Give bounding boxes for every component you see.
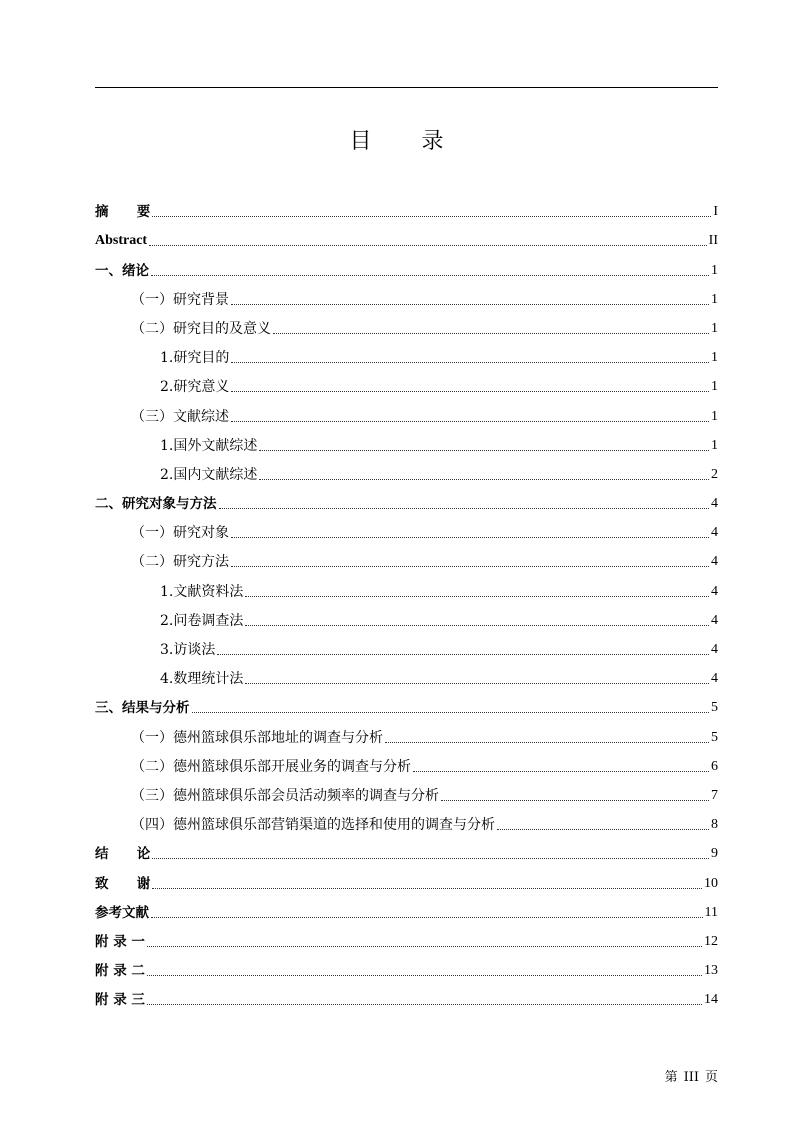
toc-dot-leader [219,508,710,509]
header-rule [95,87,718,88]
toc-dot-leader [413,771,709,772]
toc-entry-page: 4 [711,554,718,570]
footer-suffix: 页 [704,1070,718,1085]
toc-dot-leader [245,625,709,626]
toc-entry[interactable] [95,780,718,809]
toc-entry-label: 一、绪论 [95,262,149,279]
toc-entry[interactable] [95,254,718,283]
toc-entry[interactable] [95,517,718,546]
toc-dot-leader [147,946,702,947]
toc-entry[interactable] [95,751,718,780]
toc-entry-label: （四）德州篮球俱乐部营销渠道的选择和使用的调查与分析 [131,817,495,834]
toc-entry[interactable] [95,459,718,488]
footer-page-number: III [683,1070,699,1085]
toc-entry[interactable] [95,634,718,663]
toc-entry-label: 致 谢 [95,875,151,892]
toc-entry-label: 1.文献资料法 [160,583,244,600]
toc-entry[interactable] [95,867,718,896]
toc-entry-page: 4 [711,525,718,541]
toc-entry[interactable] [95,809,718,838]
toc-entry-label: （三）德州篮球俱乐部会员活动频率的调查与分析 [131,787,439,804]
toc-entry[interactable] [95,546,718,575]
toc-entry-label: 摘 要 [95,204,151,221]
toc-entry-page: 5 [711,729,718,745]
toc-entry[interactable] [95,605,718,634]
toc-dot-leader [245,596,709,597]
toc-entry-page: 4 [711,671,718,687]
toc-entry-page: 8 [711,817,718,833]
toc-entry-page: 4 [711,583,718,599]
toc-dot-leader [151,275,709,276]
toc-entry-page: 10 [704,875,718,891]
toc-dot-leader [245,683,709,684]
toc-dot-leader [231,362,709,363]
toc-entry-page: 1 [711,437,718,453]
footer-prefix: 第 [664,1070,678,1085]
toc-entry-label: （一）研究背景 [131,291,229,308]
toc-dot-leader [259,479,709,480]
toc-entry[interactable] [95,196,718,225]
toc-entry-label: 1.研究目的 [160,350,230,367]
toc-entry-page: 1 [711,379,718,395]
toc-entry-page: 9 [711,846,718,862]
toc-entry-page: 13 [704,963,718,979]
toc-entry-label: 4.数理统计法 [160,671,244,688]
toc-entry-label: （二）研究方法 [131,554,229,571]
toc-entry[interactable] [95,955,718,984]
toc-entry-label: Abstract [95,233,148,249]
page-footer [665,1066,718,1085]
title-char-1: 目 [349,129,372,154]
toc-entry-label: （二）研究目的及意义 [131,320,271,337]
toc-entry-label: 1.国外文献综述 [160,437,258,454]
toc-entry-page: I [713,204,718,220]
toc-dot-leader [385,742,709,743]
toc-entry-page: 4 [711,612,718,628]
toc-entry[interactable] [95,984,718,1013]
toc-entry-label: 3.访谈法 [160,642,216,658]
toc-dot-leader [231,537,709,538]
toc-entry-page: 1 [711,291,718,307]
toc-dot-leader [231,304,709,305]
toc-entry-page: 1 [711,350,718,366]
toc-entry[interactable] [95,430,718,459]
toc-entry-label: 2.问卷调查法 [160,612,244,629]
toc-dot-leader [149,245,707,246]
toc-entry[interactable] [95,488,718,517]
toc-dot-leader [217,654,709,655]
toc-dot-leader [273,333,709,334]
toc-entry-page: 4 [711,496,718,512]
toc-entry[interactable] [95,692,718,721]
toc-entry[interactable] [95,897,718,926]
toc-entry-label: 三、结果与分析 [95,700,190,717]
toc-dot-leader [147,975,702,976]
toc-entry-page: 11 [704,904,718,920]
page-title [0,124,793,155]
toc-entry-label: 附 录 三 [95,992,145,1009]
toc-entry[interactable] [95,663,718,692]
toc-dot-leader [152,216,711,217]
toc-entry[interactable] [95,284,718,313]
table-of-contents [95,196,718,1013]
toc-dot-leader [152,858,709,859]
toc-entry-label: （三）文献综述 [131,408,229,425]
toc-entry-page: 5 [711,700,718,716]
toc-entry[interactable] [95,838,718,867]
toc-entry-label: 2.国内文献综述 [160,466,258,483]
toc-entry-page: 1 [711,320,718,336]
toc-dot-leader [152,888,702,889]
toc-entry[interactable] [95,313,718,342]
toc-entry-page: 14 [704,992,718,1008]
toc-entry-label: 结 论 [95,846,151,863]
toc-entry[interactable] [95,342,718,371]
toc-dot-leader [147,1004,702,1005]
toc-dot-leader [231,391,709,392]
toc-entry[interactable] [95,225,718,254]
toc-entry-label: 参考文献 [95,904,149,921]
toc-entry-label: （一）研究对象 [131,525,229,542]
toc-entry[interactable] [95,926,718,955]
toc-entry-page: 1 [711,408,718,424]
title-char-2: 录 [421,129,444,154]
toc-entry-page: 1 [711,262,718,278]
toc-entry[interactable] [95,371,718,400]
toc-dot-leader [441,800,709,801]
toc-entry[interactable] [95,400,718,429]
toc-entry-label: 2.研究意义 [160,379,230,396]
toc-entry-label: （一）德州篮球俱乐部地址的调查与分析 [131,729,383,746]
toc-entry-page: 12 [704,933,718,949]
toc-entry-page: 4 [711,642,718,657]
toc-dot-leader [497,829,709,830]
toc-dot-leader [151,917,703,918]
toc-entry-label: 附 录 二 [95,963,145,980]
toc-entry-page: II [708,233,718,249]
toc-entry-label: （二）德州篮球俱乐部开展业务的调查与分析 [131,758,411,775]
toc-entry[interactable] [95,575,718,604]
toc-entry-label: 二、研究对象与方法 [95,496,217,513]
toc-dot-leader [192,712,710,713]
toc-entry-label: 附 录 一 [95,933,145,950]
toc-entry-page: 6 [711,758,718,774]
toc-entry-page: 7 [711,787,718,803]
toc-dot-leader [259,450,709,451]
toc-entry[interactable] [95,721,718,750]
toc-entry-page: 2 [711,466,718,482]
toc-dot-leader [231,566,709,567]
toc-dot-leader [231,421,709,422]
